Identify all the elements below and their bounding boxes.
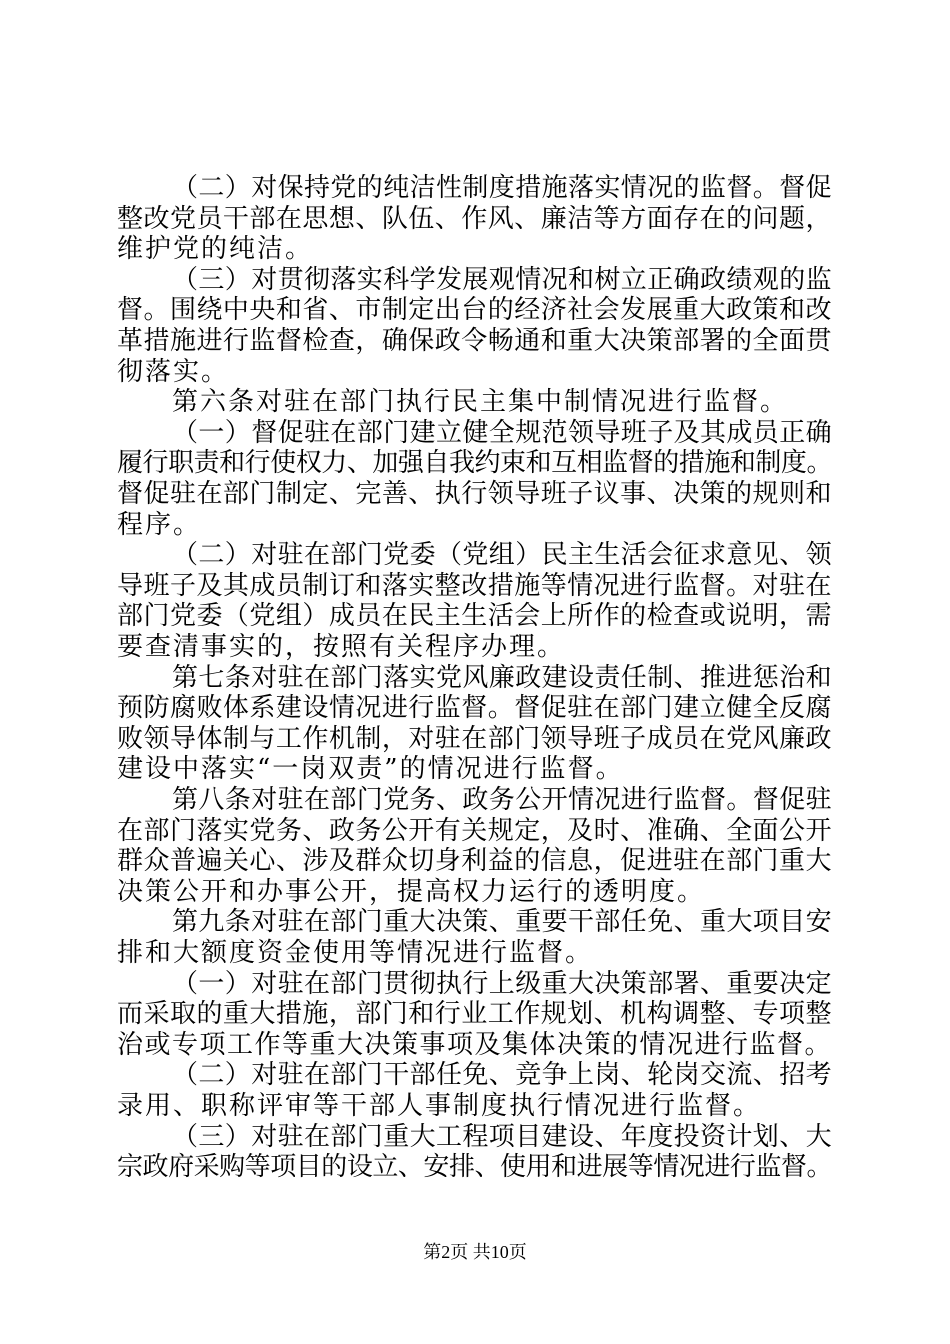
page-footer <box>0 1240 950 1264</box>
text-line: 履行职责和行使权力、加强自我约束和互相监督的措施和制度。 <box>117 448 833 479</box>
text-line: 建设中落实“一岗双责”的情况进行监督。 <box>117 754 624 785</box>
text-line: 要查清事实的，按照有关程序办理。 <box>117 632 566 662</box>
text-line: 革措施进行监督检查，确保政令畅通和重大决策部署的全面贯 <box>117 326 833 356</box>
text-line: 第八条对驻在部门党务、政务公开情况进行监督。督促驻 <box>172 785 833 815</box>
text-line: （一）对驻在部门贯彻执行上级重大决策部署、重要决定 <box>172 968 833 999</box>
text-line: （三）对贯彻落实科学发展观情况和树立正确政绩观的监 <box>172 264 833 295</box>
text-line: 预防腐败体系建设情况进行监督。督促驻在部门建立健全反腐 <box>117 693 833 724</box>
text-line: 第九条对驻在部门重大决策、重要干部任免、重大项目安 <box>172 907 833 938</box>
page-number-label: 第2页 共10页 <box>423 1242 527 1262</box>
text-line: 第七条对驻在部门落实党风廉政建设责任制、推进惩治和 <box>172 662 833 693</box>
text-line: （三）对驻在部门重大工程项目建设、年度投资计划、大 <box>172 1121 833 1152</box>
text-line: 维护党的纯洁。 <box>117 234 314 265</box>
text-line: 败领导体制与工作机制，对驻在部门领导班子成员在党风廉政 <box>117 723 833 754</box>
text-line: 部门党委（党组）成员在民主生活会上所作的检查或说明，需 <box>117 601 833 632</box>
text-line: 督促驻在部门制定、完善、执行领导班子议事、决策的规则和 <box>117 479 833 509</box>
text-line: 录用、职称评审等干部人事制度执行情况进行监督。 <box>117 1091 762 1121</box>
text-line: 群众普遍关心、涉及群众切身利益的信息，促进驻在部门重大 <box>117 846 833 877</box>
text-line: 而采取的重大措施，部门和行业工作规划、机构调整、专项整 <box>117 999 833 1030</box>
text-line: 彻落实。 <box>117 356 230 387</box>
text-line: 导班子及其成员制订和落实整改措施等情况进行监督。对驻在 <box>117 570 833 601</box>
text-line: 整改党员干部在思想、队伍、作风、廉洁等方面存在的问题， <box>117 203 833 234</box>
text-line: （一）督促驻在部门建立健全规范领导班子及其成员正确 <box>172 417 833 448</box>
text-line: 决策公开和办事公开，提高权力运行的透明度。 <box>117 876 706 907</box>
text-line: （二）对驻在部门党委（党组）民主生活会征求意见、领 <box>172 540 833 571</box>
text-line: （二）对保持党的纯洁性制度措施落实情况的监督。督促 <box>172 173 833 203</box>
text-line: 第六条对驻在部门执行民主集中制情况进行监督。 <box>172 387 789 418</box>
text-line: 在部门落实党务、政务公开有关规定，及时、准确、全面公开 <box>117 815 833 846</box>
text-line: 治或专项工作等重大决策事项及集体决策的情况进行监督。 <box>117 1029 833 1060</box>
text-line: 排和大额度资金使用等情况进行监督。 <box>117 938 594 968</box>
text-line: 程序。 <box>117 509 202 540</box>
text-line: 督。围绕中央和省、市制定出台的经济社会发展重大政策和改 <box>117 295 833 326</box>
text-line: （二）对驻在部门干部任免、竞争上岗、轮岗交流、招考 <box>172 1060 833 1091</box>
text-line: 宗政府采购等项目的设立、安排、使用和进展等情况进行监督。 <box>117 1152 833 1183</box>
